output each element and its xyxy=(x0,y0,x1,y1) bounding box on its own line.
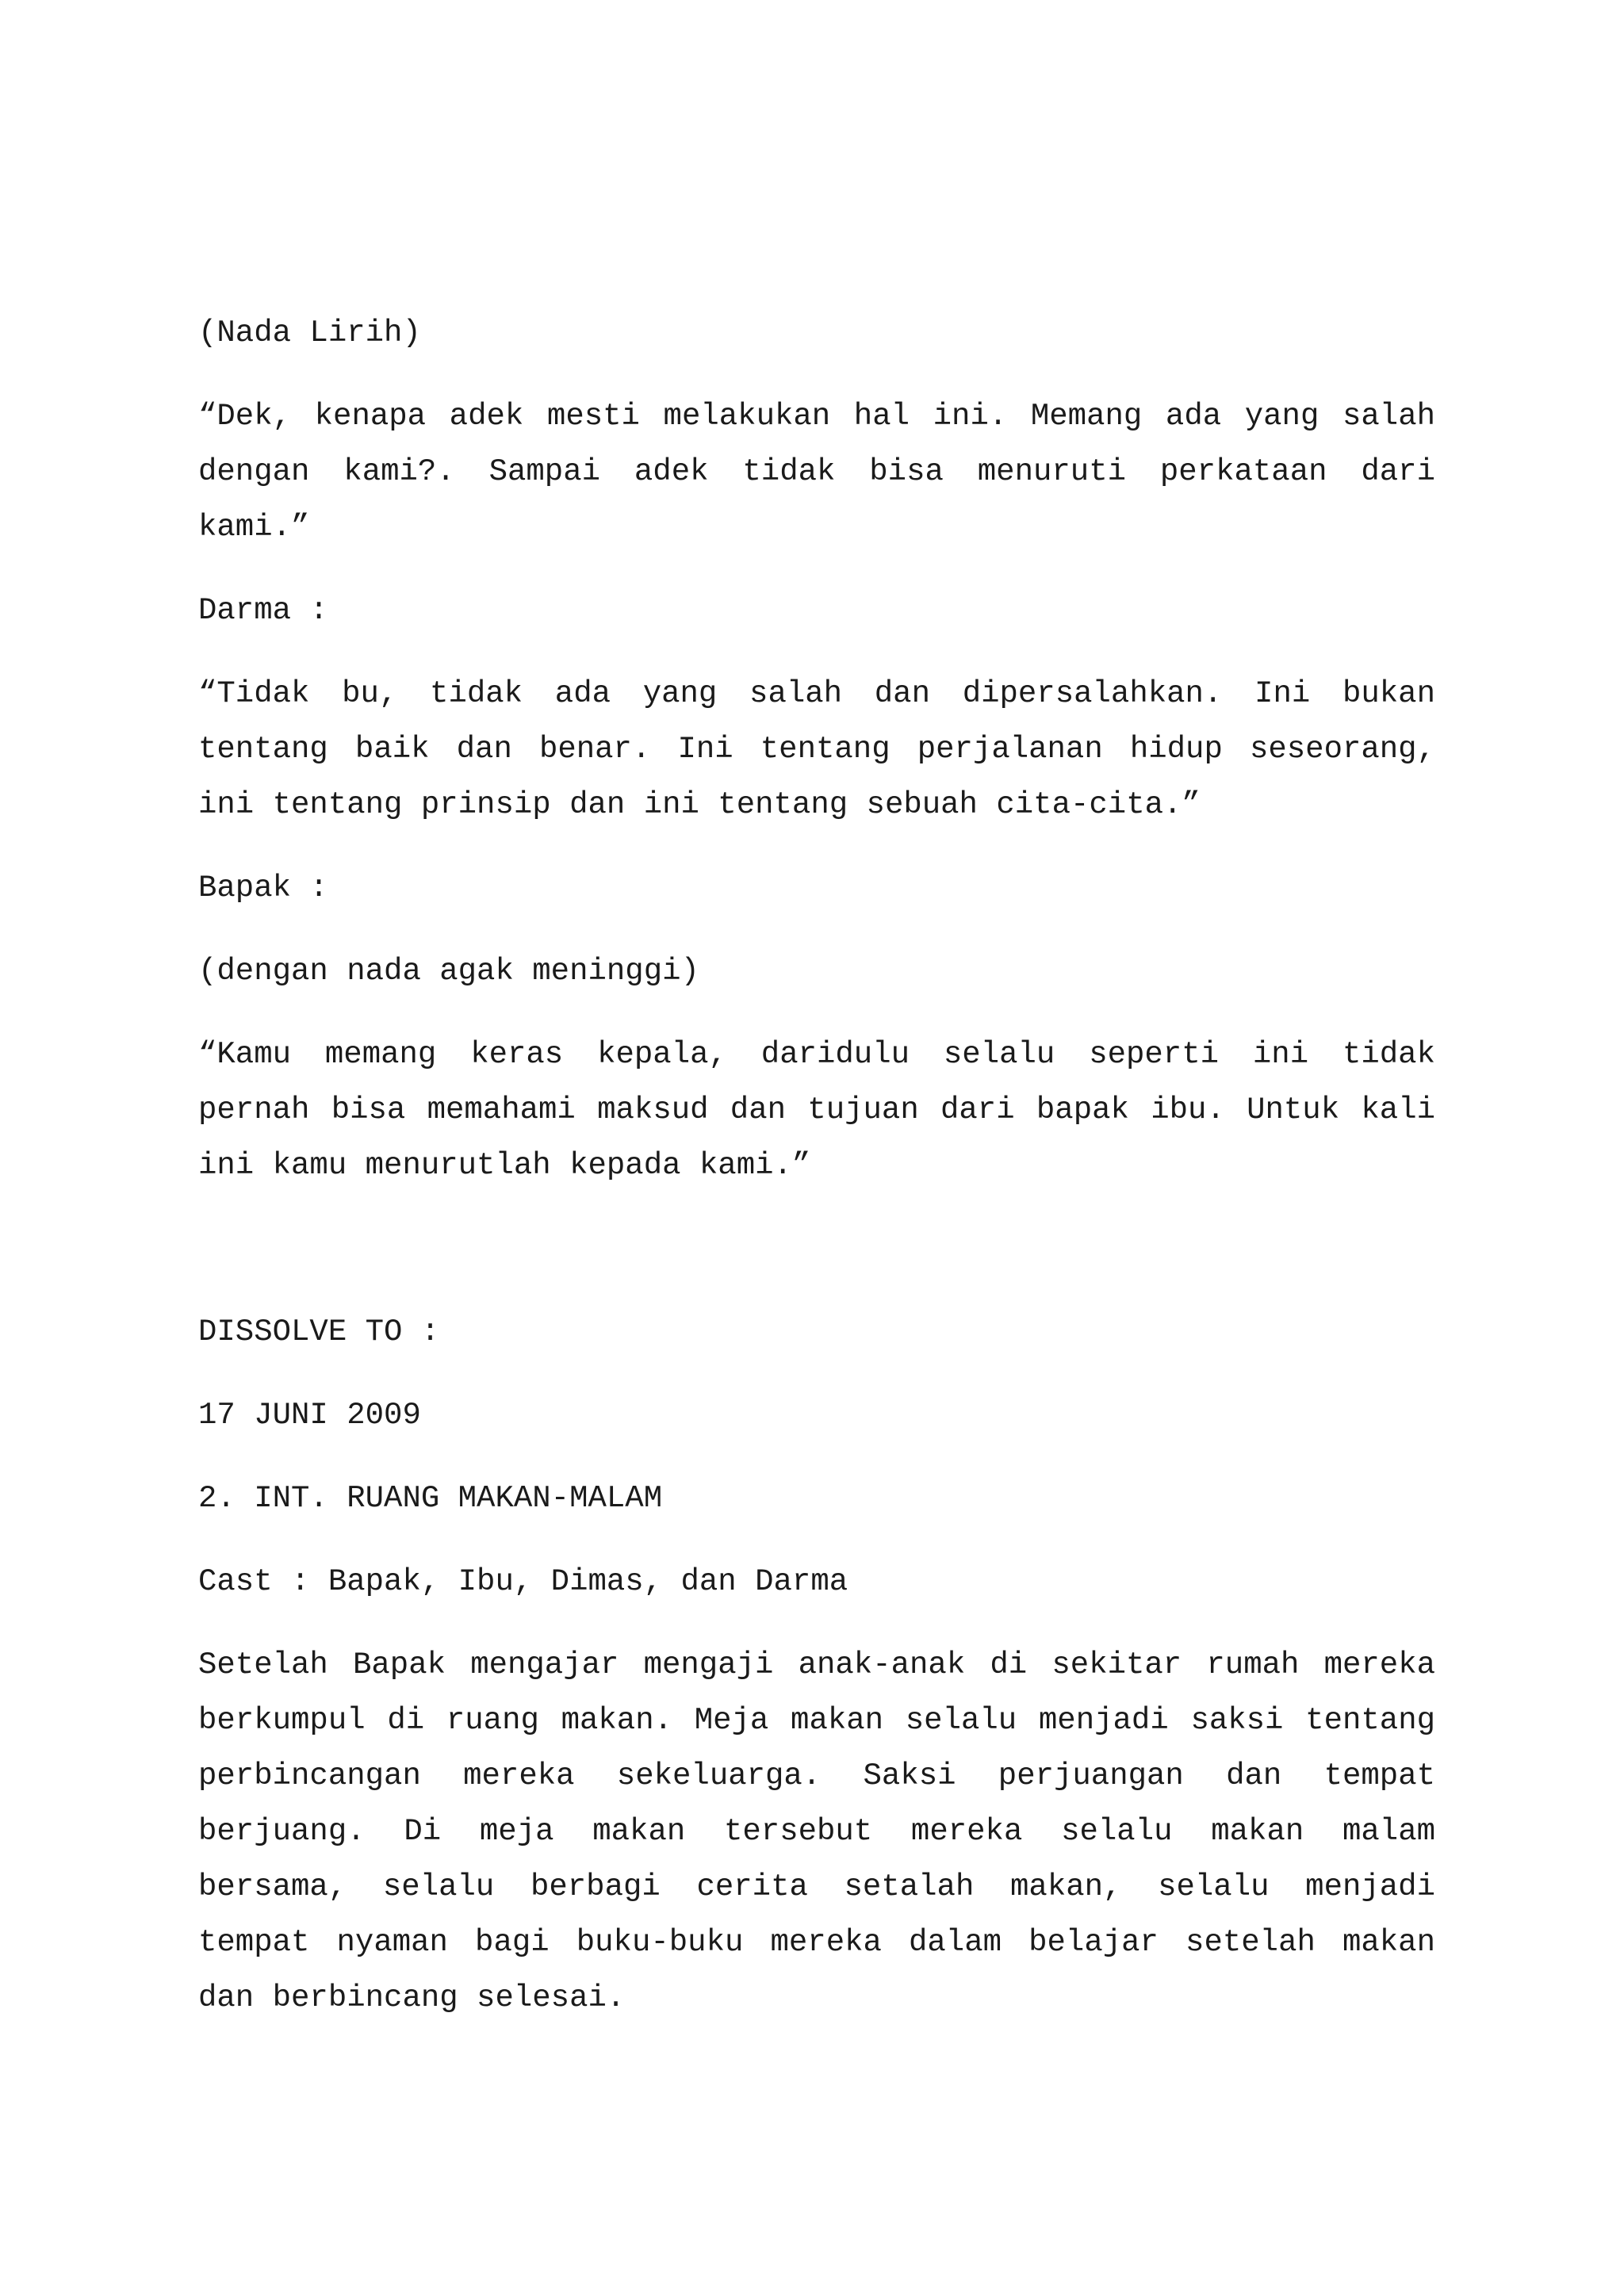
transition: DISSOLVE TO : xyxy=(198,1314,440,1349)
scene-date: 17 JUNI 2009 xyxy=(198,1398,421,1433)
dialogue-darma: “Tidak bu, tidak ada yang salah dan dipersalahkan. Ini bukan tentang baik dan benar. Ini tentang perjalanan hidup seseorang, ini tentang prinsip dan ini tentang sebuah cita-cita.” xyxy=(198,676,1435,822)
character-name-darma: Darma : xyxy=(198,593,328,628)
dialogue-bapak: “Kamu memang keras kepala, daridulu selalu seperti ini tidak pernah bisa memahami maksud dan tujuan dari bapak ibu. Untuk kali ini kamu menurutlah kepada kami.” xyxy=(198,1037,1435,1183)
cast-line: Cast : Bapak, Ibu, Dimas, dan Darma xyxy=(198,1564,848,1599)
character-name-bapak: Bapak : xyxy=(198,871,328,905)
scene-heading: 2. INT. RUANG MAKAN-MALAM xyxy=(198,1481,663,1516)
dialogue-ibu: “Dek, kenapa adek mesti melakukan hal ini. Memang ada yang salah dengan kami?. Sampai adek tidak bisa menuruti perkataan dari kami.” xyxy=(198,399,1435,545)
script-body xyxy=(198,305,1435,2053)
stage-direction-bapak: (dengan nada agak meninggi) xyxy=(198,954,699,989)
scene-description: Setelah Bapak mengajar mengaji anak-anak di sekitar rumah mereka berkumpul di ruang makan. Meja makan selalu menjadi saksi tentang perbincangan mereka sekeluarga. Saksi perjuangan dan tempat berjuang. Di meja makan tersebut mereka selalu makan malam bersama, selalu berbagi cerita setalah makan, selalu menjadi tempat nyaman bagi buku-buku mereka dalam belajar setelah makan dan berbincang selesai. xyxy=(198,1647,1435,2015)
stage-direction: (Nada Lirih) xyxy=(198,316,421,350)
